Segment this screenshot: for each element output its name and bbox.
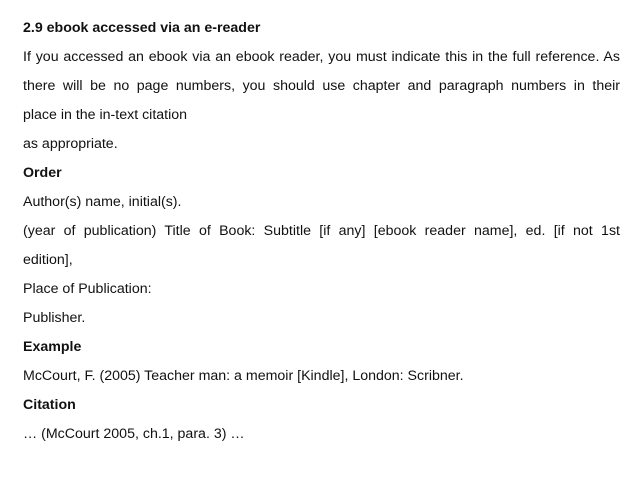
citation-text: … (McCourt 2005, ch.1, para. 3) … bbox=[23, 426, 245, 442]
example-heading: Example bbox=[23, 339, 82, 355]
order-year-title-line-2: edition], bbox=[23, 252, 73, 268]
section-heading: 2.9 ebook accessed via an e-reader bbox=[23, 20, 261, 36]
ebook-reference-guide bbox=[23, 18, 620, 453]
order-heading: Order bbox=[23, 165, 62, 181]
intro-line-3: place in the in-text citation bbox=[23, 107, 188, 123]
order-publisher: Publisher. bbox=[23, 310, 86, 326]
citation-heading: Citation bbox=[23, 397, 76, 413]
order-author: Author(s) name, initial(s). bbox=[23, 194, 182, 210]
intro-line-4: as appropriate. bbox=[23, 136, 118, 152]
order-place: Place of Publication: bbox=[23, 281, 152, 297]
example-reference: McCourt, F. (2005) Teacher man: a memoir [Kindle], London: Scribner. bbox=[23, 368, 464, 384]
order-year-title-line-1: (year of publication) Title of Book: Subtitle [if any] [ebook reader name], ed. [if not 1st bbox=[23, 223, 620, 239]
intro-line-1: If you accessed an ebook via an ebook reader, you must indicate this in the full reference. As bbox=[23, 49, 620, 65]
intro-line-2: there will be no page numbers, you should use chapter and paragraph numbers in their bbox=[23, 78, 620, 94]
